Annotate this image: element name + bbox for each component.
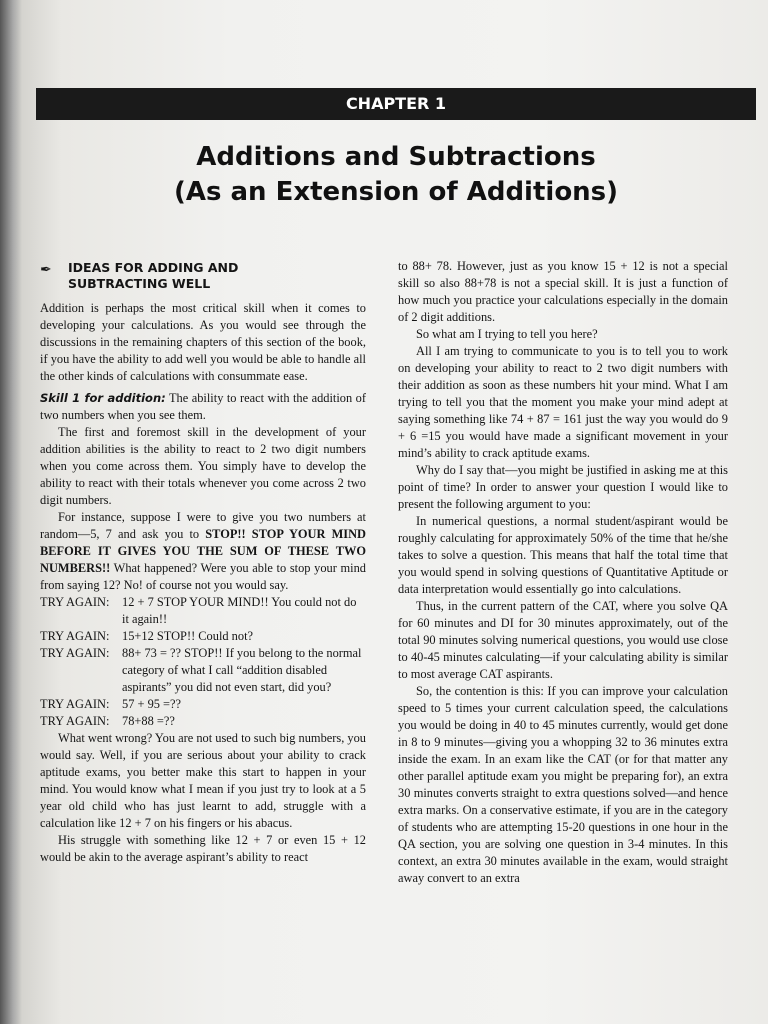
text-run: For instance, suppose I were to give you two numbers at random—5, 7 and ask you to (40, 510, 366, 541)
paragraph: So what am I trying to tell you here? (416, 327, 598, 341)
paragraph: In numerical questions, a normal student/aspirant would be roughly calculating for approximately 50% of the time that he/she takes to solve a question. This means that half the total time that you would spend in solving questions of Quantitative Aptitude or data interpretation would essentially go into calculations. (398, 514, 728, 596)
chapter-label: CHAPTER 1 (345, 94, 447, 113)
paragraph: What went wrong? You are not used to such big numbers, you would say. Well, if you are serious about your ability to crack aptitude exams, you better make this start to happen in your mind. You would know what I mean if you just try to look at a 5 year old child who has just learnt to add, struggle with a calculation like 12 + 7 on his fingers or his abacus. (40, 731, 366, 830)
left-column (40, 258, 366, 866)
chapter-title (36, 140, 756, 210)
skill-paragraph (40, 390, 366, 424)
paragraph: All I am trying to communicate to you is to tell you to work on developing your ability to react to 2 two digit numbers with their addition as soon as these numbers hit your mind. What I am trying to tell you that the moment you make your mind adept at saying something like 74 + 87 = 161 just the way you would do 9 + 6 =15 you would have made a significant movement in your mind’s ability to crack aptitude exams. (398, 344, 728, 460)
quill-icon: ✒ (40, 262, 52, 278)
paragraph: Addition is perhaps the most critical skill when it comes to developing your calculations. As you would see through the discussions in the remaining chapters of this section of the book, if you have the ability to add well you would be able to handle all the other kinds of calculations with consummate ease. (40, 301, 366, 383)
paragraph: The first and foremost skill in the development of your addition abilities is the ability to react to 2 two digit numbers when you come across them. You simply have to develop the ability to react with their totals whenever you come across 2 two digit numbers. (40, 425, 366, 507)
paragraph (40, 509, 366, 594)
heading-line-2: SUBTRACTING WELL (68, 276, 211, 291)
text-run: What happened? Were you able to stop your mind from saying 12? No! of course not you would say. (40, 561, 366, 592)
skill-text: The ability to react with the addition of two numbers when you see them. (40, 391, 366, 422)
paragraph: So, the contention is this: If you can improve your calculation speed to 5 times your current calculation speed, the calculations you would be doing in 40 to 45 minutes currently, would get done in 8 to 9 minutes—giving you a whopping 32 to 36 minutes extra inside the exam. In an exam like the CAT (or for that matter any other parallel aptitude exam you might be preparing for), an extra 30 minutes converts straight to extra questions solved—and hence extra marks. On a conservative estimate, if you are in the category of students who are attempting 15-20 questions in one hour in the QA section, you are solving one question in 3-4 minutes. In this context, an extra 30 minutes available in the exam, would straight away convert to an extra (398, 684, 728, 885)
section-heading (40, 260, 366, 292)
paragraph: Thus, in the current pattern of the CAT, where you solve QA for 60 minutes and DI for 30 minutes approximately, out of the total 90 minutes solving numerical questions, you would use close to 40-45 minutes calculating—if your calculating ability is similar to most average CAT aspirants. (398, 599, 728, 681)
paragraph: to 88+ 78. However, just as you know 15 + 12 is not a special skill so also 88+78 is not a special skill. It is just a function of how much you practice your calculations especially in the domain of 2 digit additions. (398, 259, 728, 324)
title-line-1: Additions and Subtractions (196, 142, 596, 172)
paragraph: Why do I say that—you might be justified in asking me at this point of time? In order to answer your question I would like to present the following argument to you: (398, 463, 728, 511)
try-again-row: TRY AGAIN: 12 + 7 STOP YOUR MIND!! You could not do it again!! (40, 595, 357, 626)
heading-line-1: IDEAS FOR ADDING AND (68, 260, 239, 275)
try-again-row: TRY AGAIN: 78+88 =?? (40, 714, 175, 728)
emphasis-text: STOP!! STOP YOUR MIND BEFORE IT GIVES YOU THE SUM OF THESE TWO NUMBERS!! (40, 527, 366, 575)
try-again-row: TRY AGAIN: 57 + 95 =?? (40, 697, 182, 711)
try-again-row: TRY AGAIN: 88+ 73 = ?? STOP!! If you belong to the normal category of what I call “addition disabled aspirants” you did not even start, did you? (40, 646, 362, 694)
title-line-2: (As an Extension of Additions) (173, 177, 619, 207)
try-again-row: TRY AGAIN: 15+12 STOP!! Could not? (40, 629, 254, 643)
skill-label: Skill 1 for addition: (40, 391, 166, 405)
paragraph: His struggle with something like 12 + 7 or even 15 + 12 would be akin to the average aspirant’s ability to react (40, 833, 366, 864)
right-column (398, 258, 728, 887)
